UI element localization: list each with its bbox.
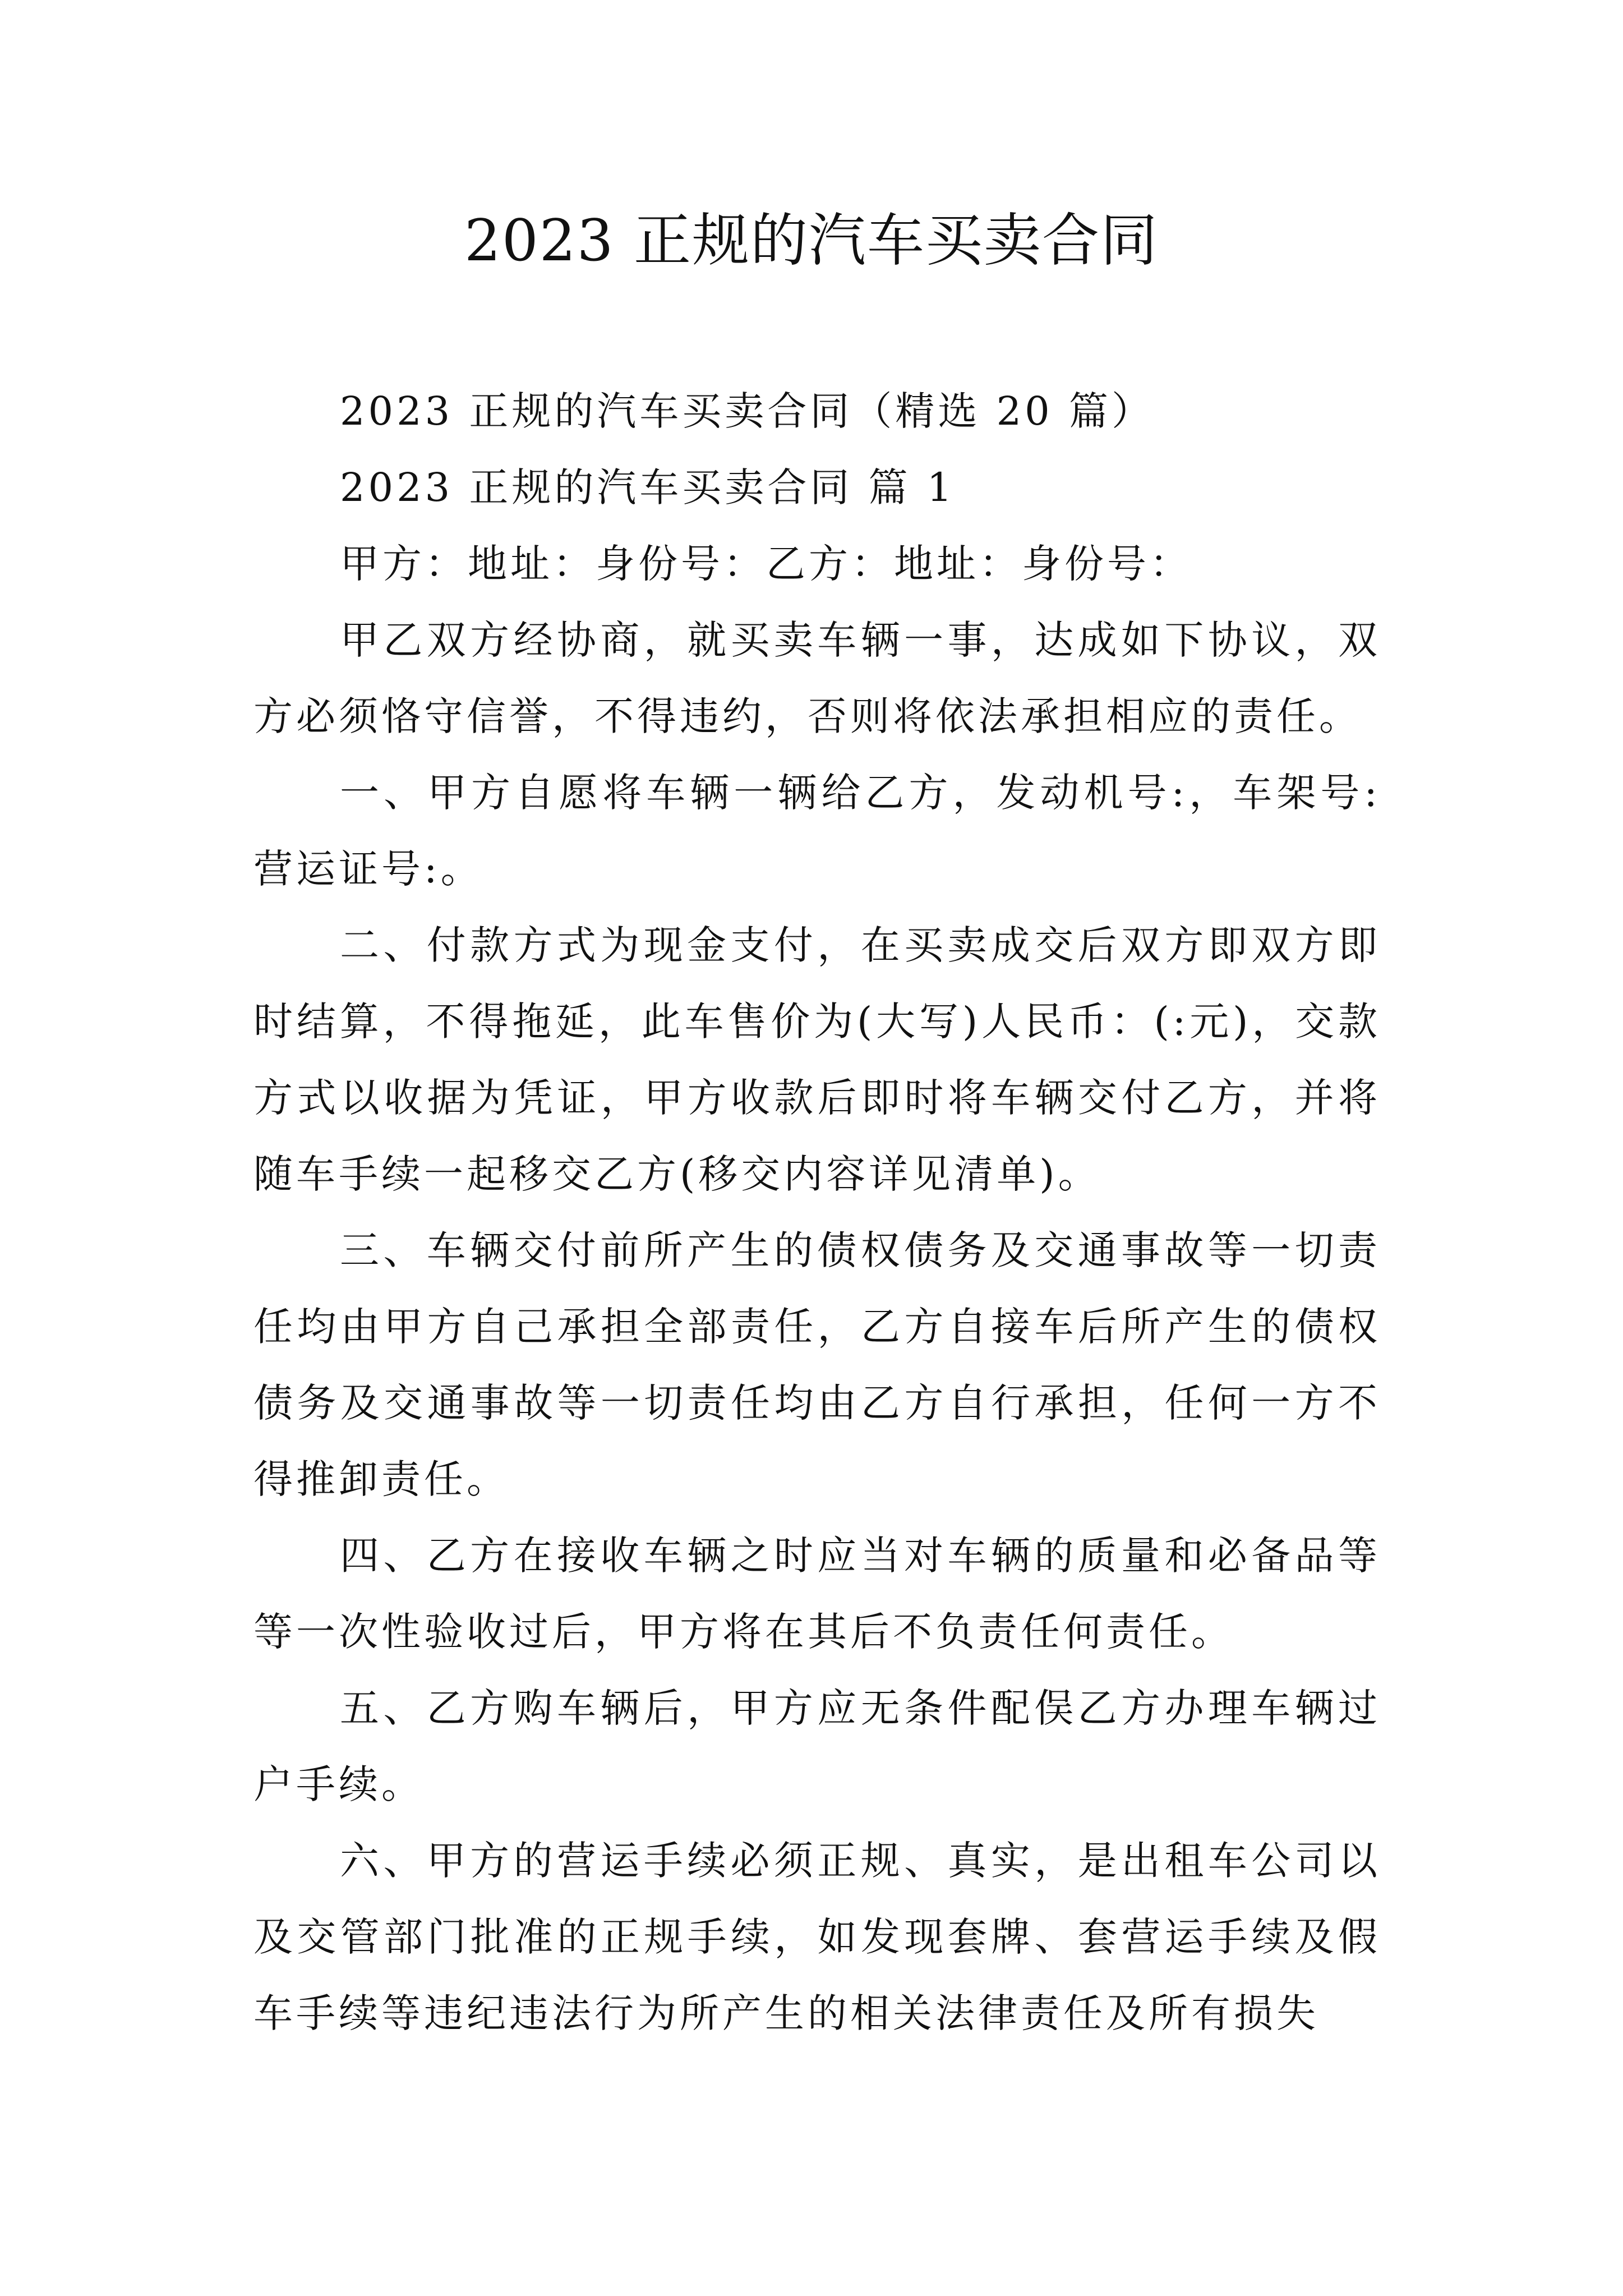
paragraph-preamble: 甲乙双方经协商，就买卖车辆一事，达成如下协议，双方必须恪守信誉，不得违约，否则将依法承担相应的责任。 — [253, 617, 1381, 739]
paragraph-subtitle: 2023 正规的汽车买卖合同（精选 20 篇） — [340, 388, 1154, 434]
document-title: 2023 正规的汽车买卖合同 — [464, 208, 1159, 274]
paragraph-clause-2: 二、付款方式为现金支付，在买卖成交后双方即双方即时结算，不得拖延，此车售价为(大写)人民币：(:元)，交款方式以收据为凭证，甲方收款后即时将车辆交付乙方，并将随车手续一起移交乙方(移交内容详见清单)。 — [253, 922, 1381, 1197]
document-body — [253, 373, 1381, 2051]
paragraph-section-heading: 2023 正规的汽车买卖合同 篇 1 — [340, 464, 956, 510]
paragraph-clause-6: 六、甲方的营运手续必须正规、真实，是出租车公司以及交管部门批准的正规手续，如发现套牌、套营运手续及假车手续等违纪违法行为所产生的相关法律责任及所有损失 — [253, 1838, 1381, 2036]
paragraph-parties: 甲方：地址：身份号：乙方：地址：身份号： — [340, 541, 1192, 587]
paragraph-clause-5: 五、乙方购车辆后，甲方应无条件配俣乙方办理车辆过户手续。 — [253, 1685, 1381, 1807]
paragraph-clause-1: 一、甲方自愿将车辆一辆给乙方，发动机号:，车架号:营运证号:。 — [253, 770, 1381, 892]
paragraph-clause-3: 三、车辆交付前所产生的债权债务及交通事故等一切责任均由甲方自己承担全部责任，乙方自接车后所产生的债权债务及交通事故等一切责任均由乙方自行承担，任何一方不得推卸责任。 — [253, 1227, 1381, 1502]
paragraph-clause-4: 四、乙方在接收车辆之时应当对车辆的质量和必备品等等一次性验收过后，甲方将在其后不负责任何责任。 — [253, 1533, 1381, 1655]
